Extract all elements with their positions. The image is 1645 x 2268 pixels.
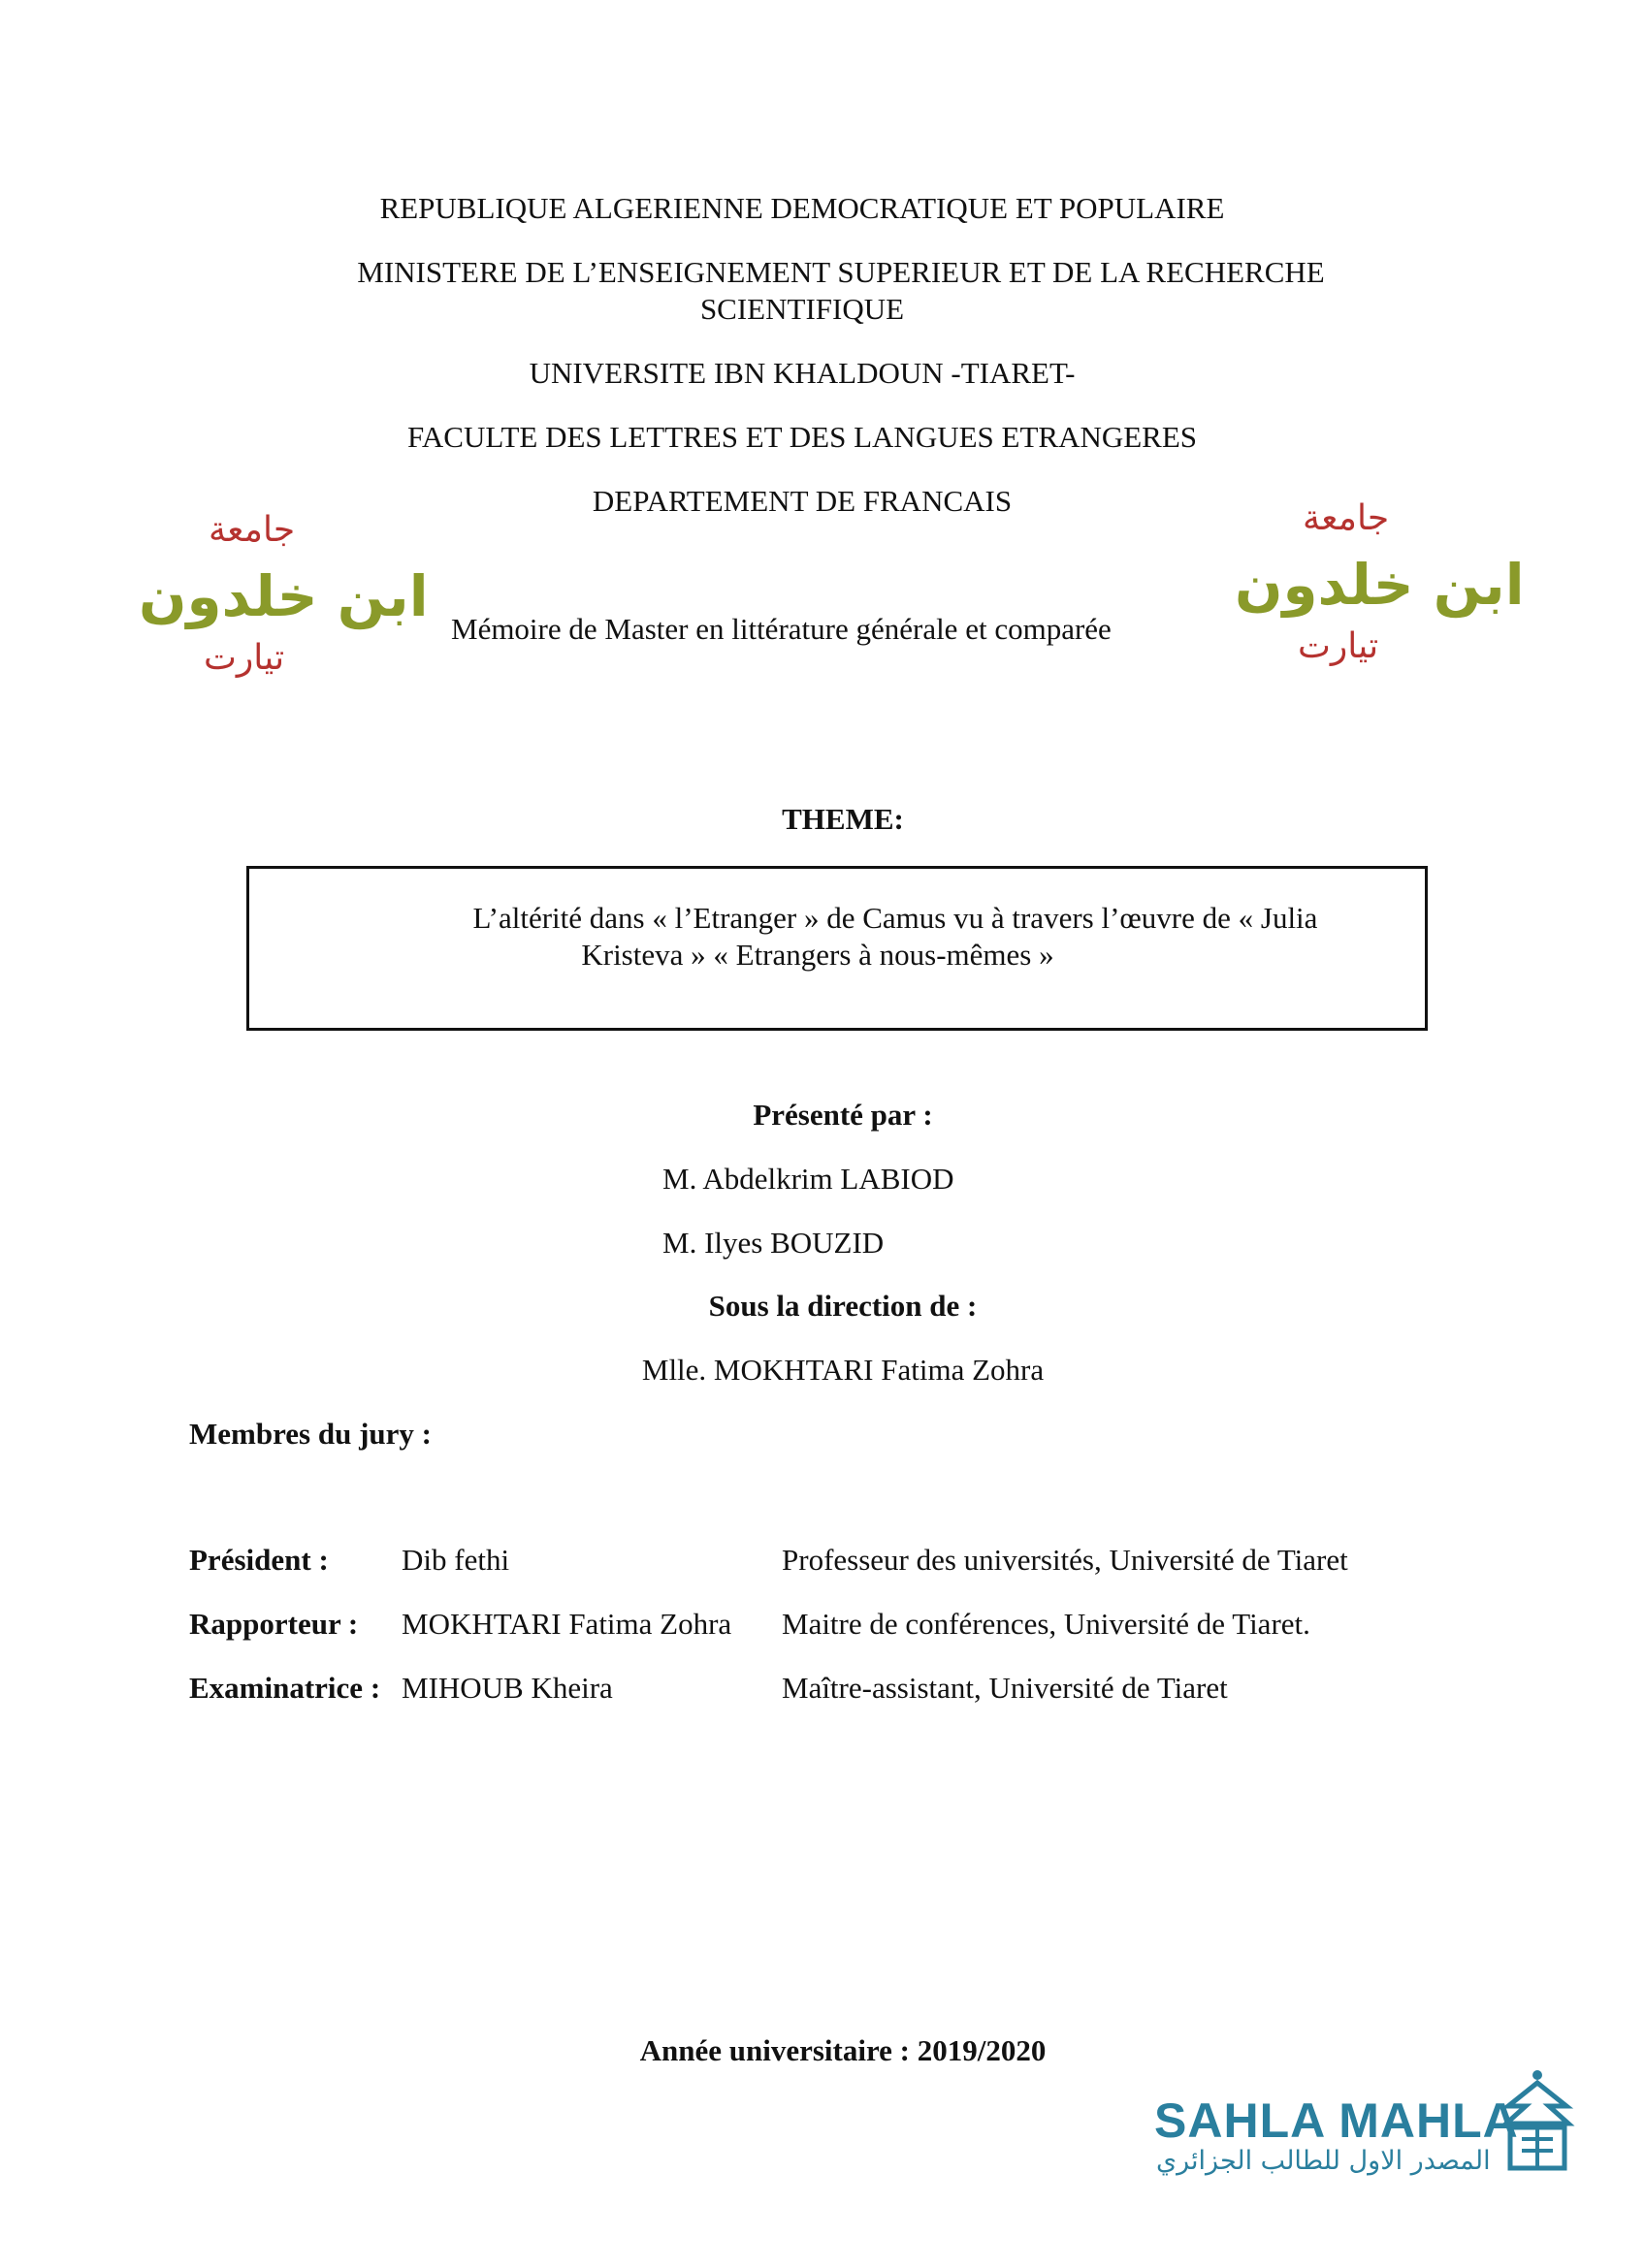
jury-name: MOKHTARI Fatima Zohra [402,1607,732,1641]
student-1: M. Abdelkrim LABIOD [662,1162,954,1196]
memoire-title: Mémoire de Master en littérature générale et comparée [451,612,1112,646]
header-ministry-cont: SCIENTIFIQUE [699,292,905,326]
header-faculty: FACULTE DES LETTRES ET DES LANGUES ETRANGERES [406,420,1198,454]
academic-year: Année universitaire : 2019/2020 [639,2033,1047,2067]
jury-name: Dib fethi [402,1543,510,1577]
theme-heading: THEME: [782,802,904,836]
theme-line-1: L’altérité dans « l’Etranger » de Camus vu à travers l’œuvre de « Julia [472,901,1318,935]
jury-title: Maitre de conférences, Université de Tiaret. [782,1607,1310,1641]
watermark-tagline: المصدر الاول للطالب الجزائري [1156,2146,1491,2176]
jury-name: MIHOUB Kheira [402,1671,613,1705]
header-university: UNIVERSITE IBN KHALDOUN -TIARET- [529,356,1076,390]
jury-title: Professeur des universités, Université de Tiaret [782,1543,1348,1577]
jury-title: Maître-assistant, Université de Tiaret [782,1671,1228,1705]
logo-bottom-text: تيارت [204,638,285,678]
logo-top-text: جامعة [209,510,296,550]
university-logo-right [1230,493,1525,672]
jury-heading: Membres du jury : [189,1417,432,1451]
direction-heading: Sous la direction de : [708,1289,978,1323]
watermark-logo-icon [1499,2067,1576,2179]
jury-role: Rapporteur : [189,1607,359,1641]
header-ministry: MINISTERE DE L’ENSEIGNEMENT SUPERIEUR ET DE LA RECHERCHE [357,255,1325,289]
logo-bottom-text: تيارت [1298,626,1379,666]
student-2: M. Ilyes BOUZID [662,1226,885,1260]
logo-top-text: جامعة [1303,498,1390,538]
supervisor-name: Mlle. MOKHTARI Fatima Zohra [641,1353,1045,1387]
university-logo-left [131,504,429,684]
header-republic: REPUBLIQUE ALGERIENNE DEMOCRATIQUE ET POPULAIRE [379,191,1225,225]
logo-middle-text: ابن خلدون [139,563,429,629]
theme-box [246,866,1428,1031]
header-department: DEPARTEMENT DE FRANCAIS [592,484,1013,518]
jury-role: Examinatrice : [189,1671,381,1705]
logo-middle-text: ابن خلدون [1235,552,1525,618]
jury-role: Président : [189,1543,329,1577]
presented-heading: Présenté par : [753,1098,933,1132]
theme-line-2: Kristeva » « Etrangers à nous-mêmes » [581,938,1054,972]
watermark-brand-name: SAHLA MAHLA [1154,2093,1519,2148]
